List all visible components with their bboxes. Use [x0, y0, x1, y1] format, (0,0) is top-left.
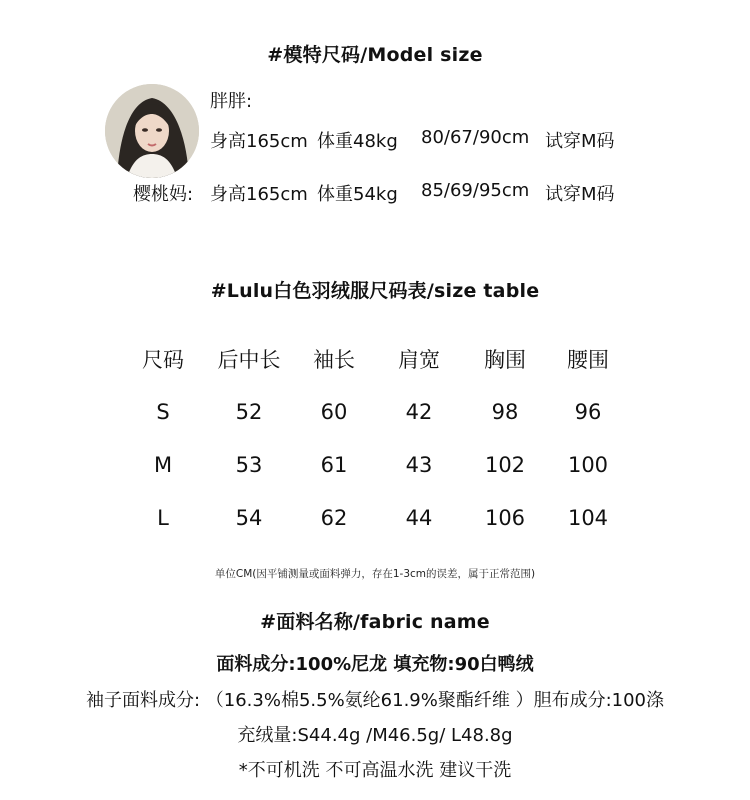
model1-weight: 体重48kg — [317, 131, 398, 152]
size-table — [120, 332, 628, 544]
header-size: 尺码 — [142, 347, 184, 372]
cell-back-length: 52 — [235, 399, 263, 424]
cell-waist: 104 — [567, 505, 609, 530]
cell-sleeve-length: 60 — [320, 399, 348, 424]
fill-weight: 充绒量:S44.4g /M46.5g/ L48.8g — [237, 725, 513, 746]
model2-height: 身高165cm — [210, 184, 308, 205]
cell-sleeve-length: 62 — [320, 505, 348, 530]
model2-tried-size: 试穿M码 — [545, 184, 615, 205]
cell-back-length: 54 — [235, 505, 263, 530]
model1-tried-size: 试穿M码 — [545, 131, 615, 152]
model2-weight: 体重54kg — [317, 184, 398, 205]
measurement-note: 单位CM(因平铺测量或面料弹力，存在1-3cm的误差，属于正常范围) — [214, 568, 536, 580]
model2-name: 樱桃妈: — [133, 184, 194, 205]
fabric-composition: 面料成分:100%尼龙 填充物:90白鸭绒 — [216, 654, 534, 675]
header-back-length: 后中长 — [217, 347, 281, 372]
model1-measurements: 80/67/90cm — [421, 127, 530, 148]
cell-shoulder-width: 42 — [405, 399, 433, 424]
sleeve-fabric-composition: 袖子面料成分: （16.3%棉5.5%氨纶61.9%聚酯纤维 ）胆布成分:100涤 — [85, 690, 665, 711]
cell-shoulder-width: 44 — [405, 505, 433, 530]
table-row — [120, 438, 628, 491]
cell-shoulder-width: 43 — [405, 452, 433, 477]
model-size-title: #模特尺码/Model size — [267, 44, 483, 66]
table-row — [120, 385, 628, 438]
header-sleeve-length: 袖长 — [313, 347, 355, 372]
cell-waist: 96 — [574, 399, 602, 424]
header-waist: 腰围 — [567, 347, 609, 372]
model-photo — [105, 84, 199, 178]
table-row — [120, 491, 628, 544]
cell-chest: 106 — [484, 505, 526, 530]
cell-size: S — [156, 399, 170, 424]
care-instructions: *不可机洗 不可高温水洗 建议干洗 — [238, 760, 512, 781]
cell-size: L — [157, 505, 169, 530]
size-table-title: #Lulu白色羽绒服尺码表/size table — [210, 280, 540, 302]
model-avatar — [105, 84, 199, 178]
fabric-title: #面料名称/fabric name — [260, 611, 490, 633]
cell-chest: 102 — [484, 452, 526, 477]
cell-waist: 100 — [567, 452, 609, 477]
cell-back-length: 53 — [235, 452, 263, 477]
cell-size: M — [153, 452, 173, 477]
model2-measurements: 85/69/95cm — [421, 180, 530, 201]
cell-sleeve-length: 61 — [320, 452, 348, 477]
size-table-header-row — [120, 332, 628, 385]
model1-height: 身高165cm — [210, 131, 308, 152]
model1-name: 胖胖: — [210, 91, 253, 112]
cell-chest: 98 — [491, 399, 519, 424]
header-chest: 胸围 — [484, 347, 526, 372]
header-shoulder-width: 肩宽 — [398, 347, 440, 372]
